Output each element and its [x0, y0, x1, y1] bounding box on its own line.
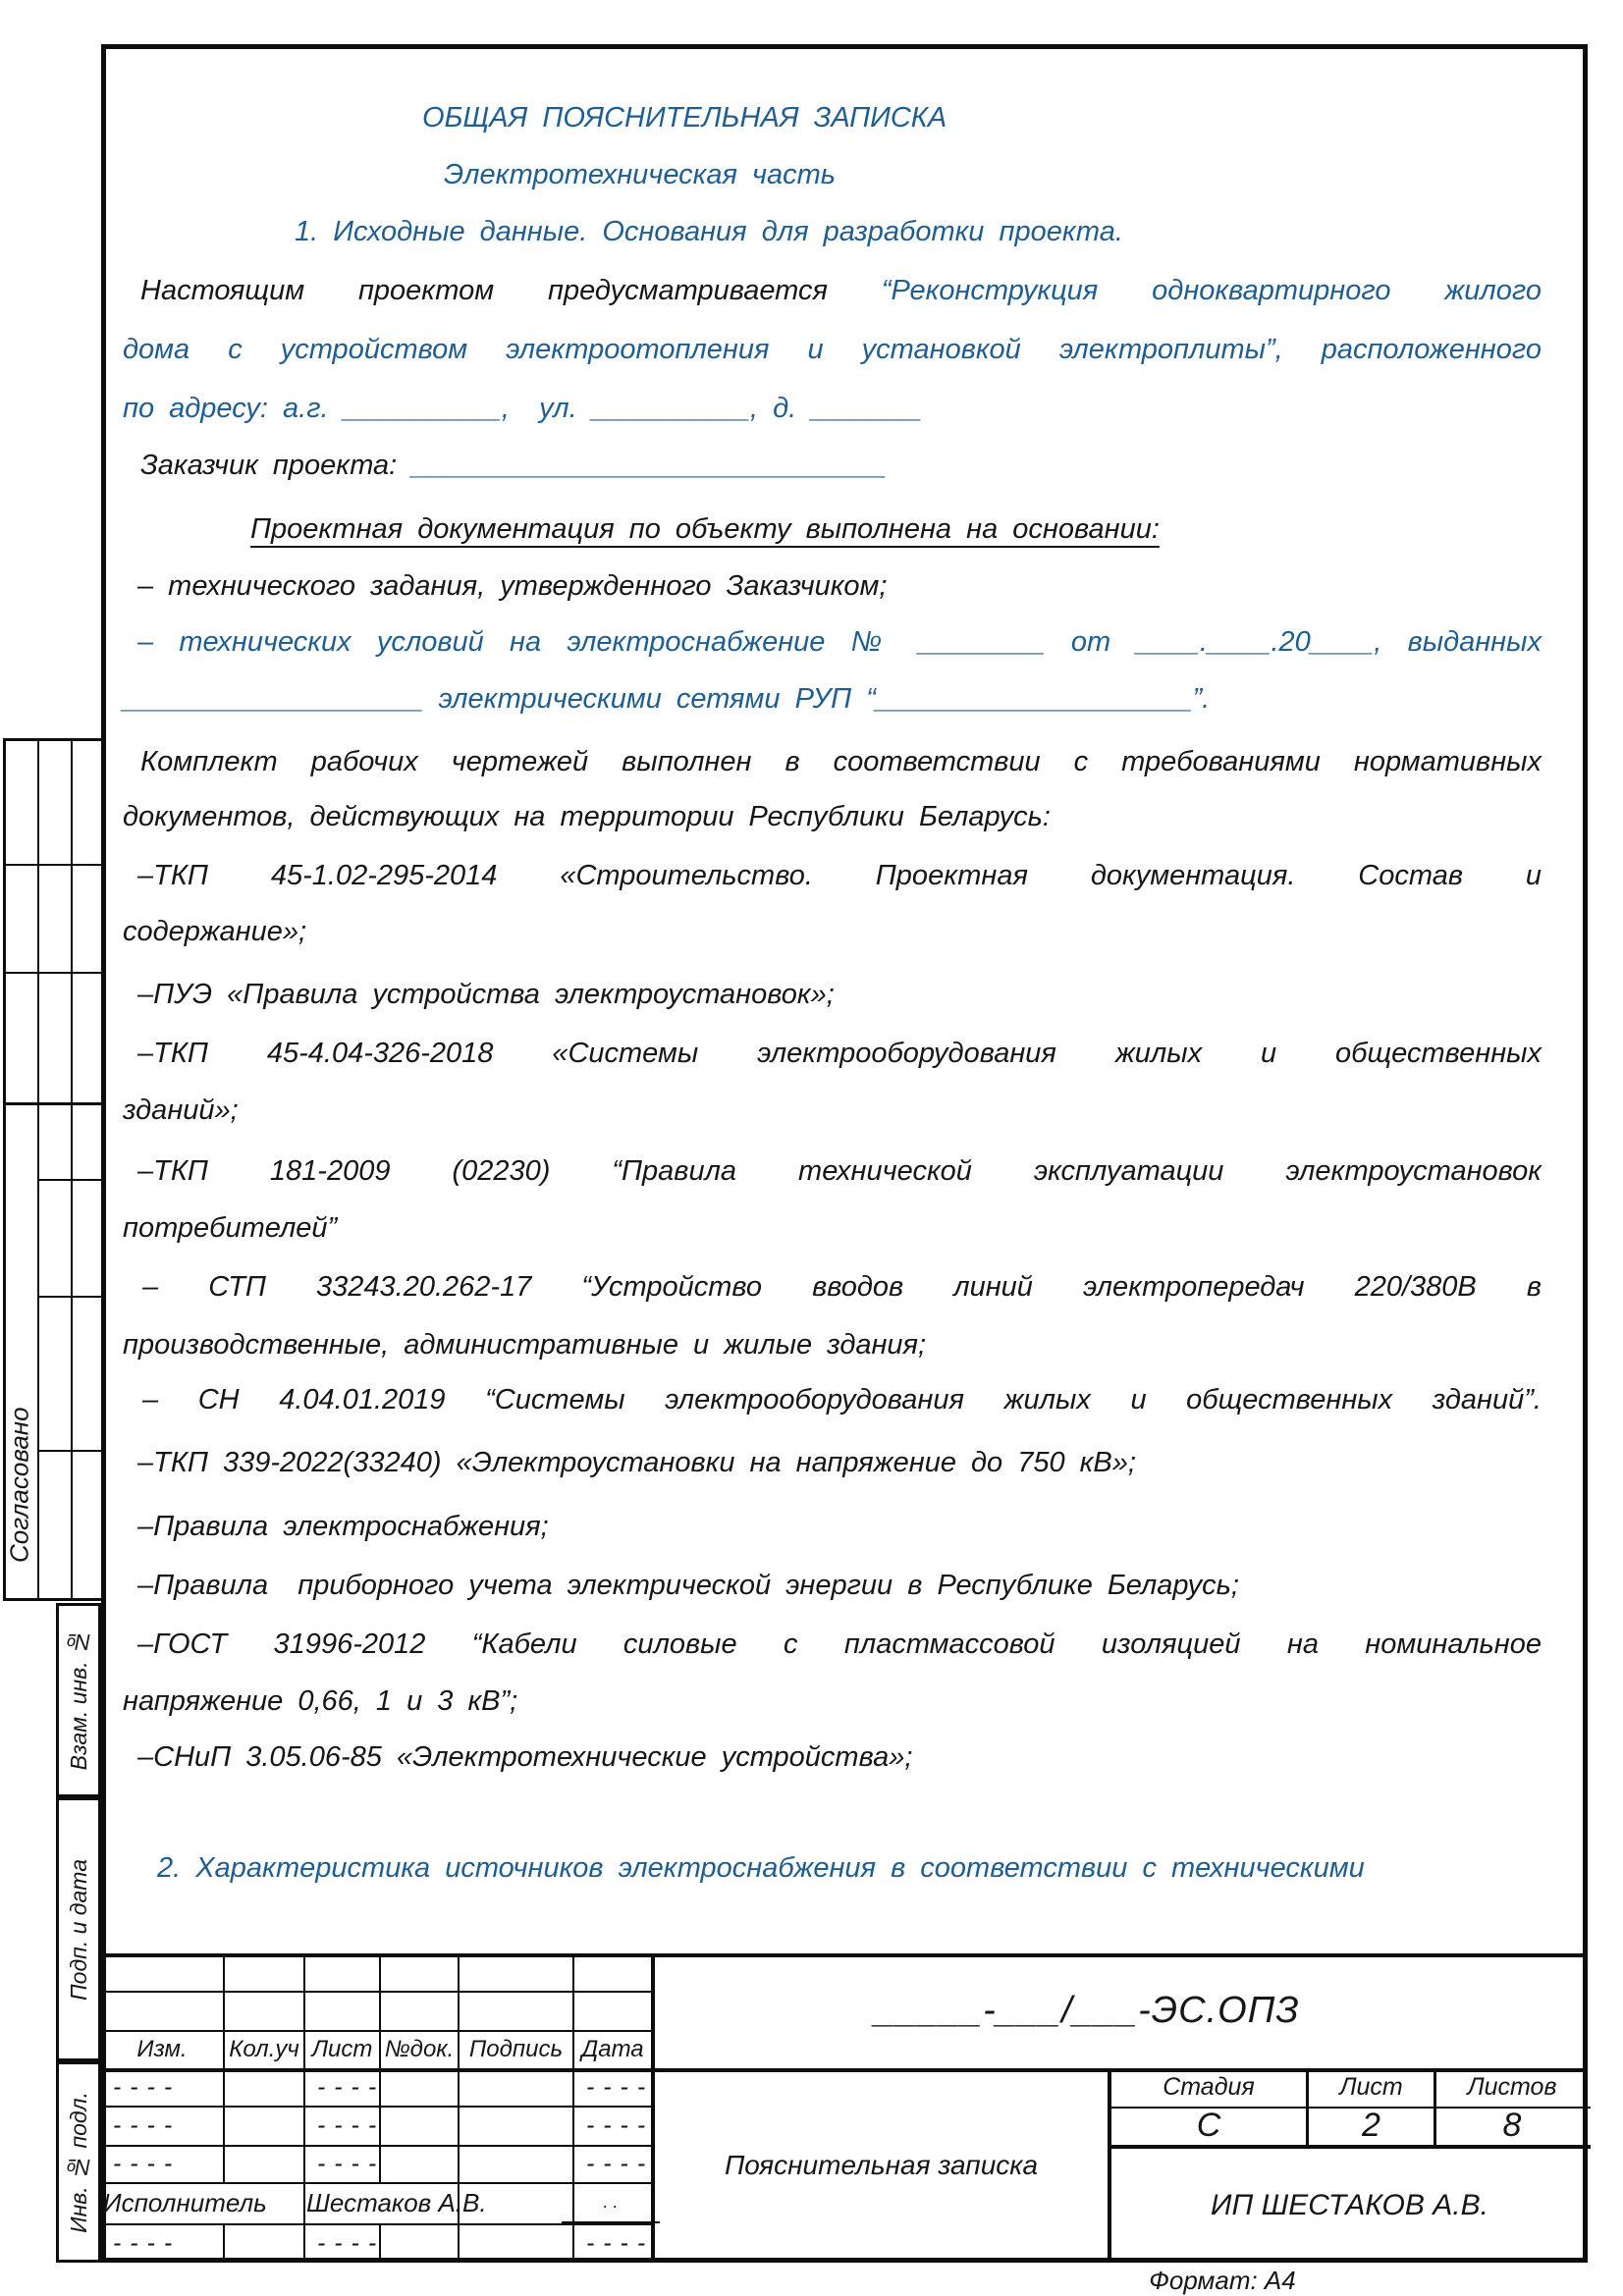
text-segment: Настоящим проектом предусматривается: [140, 275, 882, 306]
text-segment: ___________________ электрическими сетями РУП “____________________”.: [123, 683, 1211, 715]
table-cell: - - - -: [586, 2110, 647, 2139]
text-line: [444, 155, 836, 194]
table-cell: - - - -: [113, 2072, 174, 2101]
text-line: [157, 1848, 1365, 1888]
text-line: [142, 1267, 1542, 1307]
text-line: [123, 389, 922, 428]
table-cell: - - - -: [113, 2110, 174, 2139]
table-cell: - - - -: [113, 2149, 174, 2177]
sheets-label: Листов: [1467, 2073, 1557, 2101]
text-segment: 2. Характеристика источников электроснабжения в соответствии с техническими: [157, 1852, 1365, 1884]
text-segment: напряжение 0,66, 1 и 3 кВ”;: [123, 1685, 518, 1717]
text-segment: –ПУЭ «Правила устройства электроустановок»;: [137, 979, 835, 1010]
text-line: [142, 1380, 1542, 1419]
text-segment: – СТП 33243.20.262-17 “Устройство вводов линий электропередач 220/380В в: [142, 1271, 1542, 1303]
text-segment: по адресу: а.г. __________, ул. __________, д. _______: [123, 393, 923, 424]
text-segment: –ТКП 339-2022(33240) «Электроустановки на напряжение до 750 кВ»;: [137, 1447, 1136, 1478]
text-segment: –ГОСТ 31996-2012 “Кабели силовые с пластмассовой изоляцией на номинальное: [137, 1629, 1542, 1660]
text-segment: –ТКП 45-4.04-326-2018 «Системы электрооборудования жилых и общественных: [137, 1038, 1542, 1069]
table-cell: - - - -: [317, 2110, 378, 2139]
text-line: [137, 975, 835, 1014]
text-line: [137, 1443, 1136, 1482]
table-cell: - - - -: [586, 2072, 647, 2101]
stamp-label-inv: Инв. № подл.: [65, 2091, 91, 2233]
text-line: [137, 1507, 549, 1546]
stage-value: С: [1196, 2107, 1221, 2144]
col-header-izm: Изм.: [136, 2035, 188, 2062]
text-line: [137, 856, 1542, 895]
stamp-label-podp: Подп. и дата: [65, 1858, 91, 2001]
text-line: [123, 1208, 337, 1248]
sheet-value: 2: [1362, 2107, 1380, 2144]
format-note: Формат: А4: [1149, 2265, 1296, 2295]
text-segment: зданий»;: [123, 1095, 239, 1126]
text-segment: – технического задания, утвержденного Заказчиком;: [137, 570, 888, 602]
text-line: [422, 98, 947, 137]
table-cell: - - - -: [317, 2228, 378, 2257]
sheets-value: 8: [1502, 2107, 1522, 2144]
stamp-label-vzam: Взам. инв. №: [65, 1629, 91, 1771]
text-segment: дома с устройством электроотопления и установкой электроплиты”, расположенного: [123, 334, 1542, 365]
document-designation: _____-___/___-ЭС.ОПЗ: [874, 1990, 1300, 2031]
col-header-list: Лист: [311, 2035, 373, 2062]
text-line: [137, 1151, 1542, 1191]
text-line: [137, 1625, 1542, 1664]
executor-role: Исполнитель: [103, 2187, 267, 2217]
text-line: [140, 271, 1542, 310]
text-segment: – технических условий на электроснабжение № ________ от ____.____.20____, выданных: [137, 626, 1542, 658]
col-header-data: Дата: [581, 2035, 644, 2062]
text-segment: потребителей”: [123, 1212, 338, 1244]
text-segment: содержание»;: [123, 916, 307, 947]
text-line: [137, 1566, 1239, 1605]
text-segment: –ТКП 45-1.02-295-2014 «Строительство. Проектная документация. Состав и: [137, 860, 1542, 891]
table-cell: - - - -: [586, 2228, 647, 2257]
text-line: [140, 742, 1542, 781]
table-cell: - - - -: [317, 2072, 378, 2101]
document-title: Пояснительная записка: [724, 2150, 1039, 2180]
sheet-label: Лист: [1339, 2073, 1403, 2101]
text-segment: документов, действующих на территории Республики Беларусь:: [123, 801, 1051, 832]
text-segment: –Правила электроснабжения;: [137, 1511, 549, 1542]
executor-date-sign: . .: [562, 2182, 660, 2223]
text-segment: –СНиП 3.05.06-85 «Электротехнические устройства»;: [137, 1741, 913, 1773]
text-line: [137, 566, 887, 606]
text-line: [295, 212, 1123, 251]
text-line: [123, 912, 306, 951]
text-segment: –Правила приборного учета электрической энергии в Республике Беларусь;: [137, 1570, 1239, 1601]
text-segment: ______________________________: [411, 450, 888, 481]
text-line: [123, 797, 1051, 836]
grid-line: [101, 1991, 651, 1993]
text-segment: Заказчик проекта:: [140, 450, 412, 481]
text-line: [123, 1682, 517, 1721]
text-segment: – СН 4.04.01.2019 “Системы электрооборудования жилых и общественных зданий”.: [142, 1384, 1542, 1415]
table-cell: - - - -: [586, 2149, 647, 2177]
approved-stamp-label: Согласовано: [4, 1407, 34, 1564]
text-segment: 1. Исходные данные. Основания для разработки проекта.: [295, 216, 1123, 247]
text-line: [123, 679, 1210, 719]
col-header-koluch: Кол.уч: [229, 2035, 299, 2062]
grid-line: [223, 2223, 225, 2263]
table-cell: - - - -: [113, 2228, 174, 2257]
table-cell: - - - -: [317, 2149, 378, 2177]
text-segment: Проектная документация по объекту выполнена на основании:: [250, 513, 1160, 545]
text-line: [137, 1034, 1542, 1073]
company-name: ИП ШЕСТАКОВ А.В.: [1211, 2189, 1488, 2221]
text-line: [137, 622, 1542, 662]
text-line: [123, 1325, 926, 1364]
text-line: [123, 330, 1542, 369]
text-segment: Комплект рабочих чертежей выполнен в соответствии с требованиями нормативных: [140, 746, 1542, 777]
text-line: [250, 509, 1160, 549]
text-segment: ОБЩАЯ ПОЯСНИТЕЛЬНАЯ ЗАПИСКА: [422, 102, 947, 133]
stage-label: Стадия: [1163, 2073, 1255, 2101]
text-line: [137, 1737, 912, 1777]
text-segment: “Реконструкция одноквартирного жилого: [881, 275, 1542, 306]
text-segment: –ТКП 181-2009 (02230) “Правила технической эксплуатации электроустановок: [137, 1155, 1542, 1187]
text-line: [123, 1091, 239, 1130]
col-header-podpis: Подпись: [468, 2035, 564, 2062]
text-segment: производственные, административные и жилые здания;: [123, 1329, 927, 1361]
col-header-dok: №док.: [384, 2035, 455, 2062]
text-line: [140, 446, 887, 485]
executor-name: Шестаков А.В.: [306, 2187, 487, 2217]
text-segment: Электротехническая часть: [444, 159, 837, 190]
